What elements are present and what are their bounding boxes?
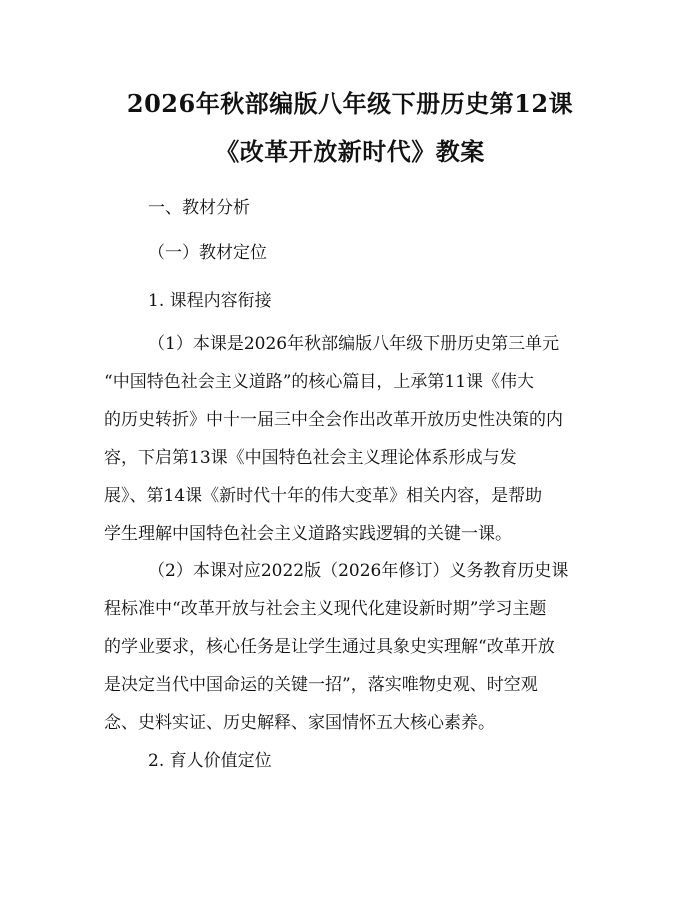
paragraph-line: 展》、第14课《新时代十年的伟大变革》相关内容，是帮助 — [104, 486, 543, 506]
item-heading-course-content-connection: 1. 课程内容衔接 — [148, 291, 272, 311]
paragraph-line: “中国特色社会主义道路”的核心篇目，上承第11课《伟大 — [104, 372, 535, 392]
paragraph-line: 是决定当代中国命运的关键一招”，落实唯物史观、时空观 — [104, 675, 538, 695]
paragraph-line: 程标准中“改革开放与社会主义现代化建设新时期”学习主题 — [104, 599, 547, 619]
paragraph-line: 容，下启第13课《中国特色社会主义理论体系形成与发 — [104, 448, 517, 468]
paragraph-line: （2）本课对应2022版（2026年修订）义务教育历史课 — [148, 561, 569, 581]
paragraph-line: 的历史转折》中十一届三中全会作出改革开放历史性决策的内 — [104, 410, 563, 430]
paragraph-2 — [104, 552, 596, 742]
document-title-line-1: 2026年秋部编版八年级下册历史第12课 — [126, 89, 574, 118]
paragraph-1 — [104, 325, 596, 553]
paragraph-line: （1）本课是2026年秋部编版八年级下册历史第三单元 — [148, 334, 560, 354]
paragraph-line: 学生理解中国特色社会主义道路实践逻辑的关键一课。 — [104, 524, 512, 544]
subsection-heading-textbook-positioning: （一）教材定位 — [148, 243, 267, 263]
item-heading-educational-value: 2. 育人价值定位 — [148, 751, 272, 771]
document-title-line-2: 《改革开放新时代》教案 — [215, 137, 485, 166]
paragraph-line: 念、史料实证、历史解释、家国情怀五大核心素养。 — [104, 713, 495, 733]
section-heading-textbook-analysis: 一、教材分析 — [148, 198, 250, 218]
paragraph-line: 的学业要求，核心任务是让学生通过具象史实理解“改革开放 — [104, 637, 555, 657]
